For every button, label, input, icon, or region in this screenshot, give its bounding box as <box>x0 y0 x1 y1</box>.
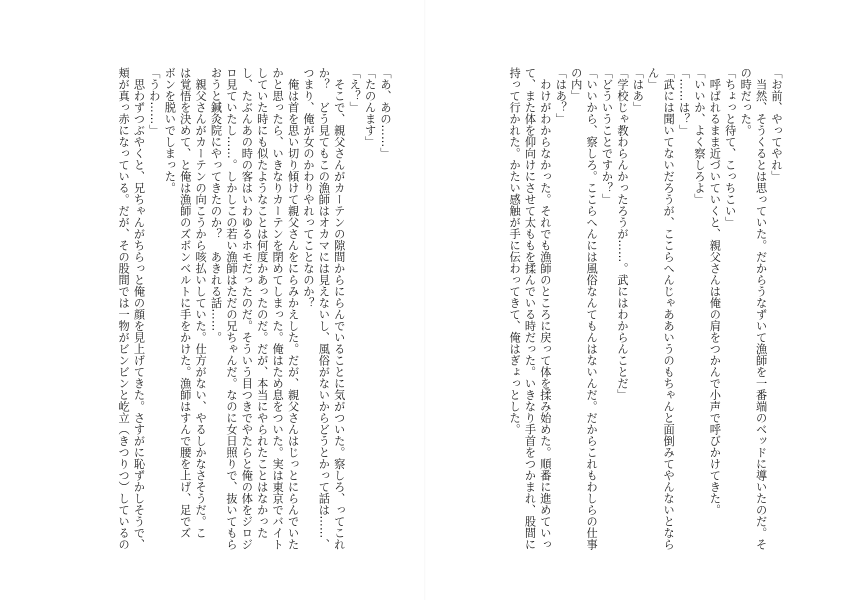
text-line: 「ちょっと待て、こっちこい」 <box>723 67 737 228</box>
text-line: 「武には聞いてないだろうが、ここらへんじゃああいうのもちゃんと面倒みてやんないとなら <box>662 67 676 550</box>
gutter <box>424 0 426 600</box>
text-line: 「……は？」 <box>677 67 691 136</box>
text-line: 「どういうことですか？」 <box>600 67 614 205</box>
text-line: は覚悟を決めて、と俺は漁師のズボンベルトに手をかけた。漁師はすんで腰を上げ、足でズ <box>178 67 192 539</box>
text-line: ボンを脱いでしまった。 <box>163 67 177 194</box>
text-line: 「はあ？」 <box>554 67 568 125</box>
text-line: 「お前、やってやれ」 <box>770 67 783 182</box>
text-line: の時だった。 <box>739 67 753 136</box>
text-line: 「うわ……」 <box>147 67 161 136</box>
text-line: 呼ばれるまま近づいていくと、親父さんは俺の肩をつかんで小声で呼びかけてきた。 <box>708 67 722 516</box>
text-line: わけがわからなかった。それでも漁師のところに戻って体を揉み始めた。順番に進めていっ <box>538 67 552 550</box>
text-line: か？ どう見てもこの漁師はオカマには見えないし、風俗がないからどうとかって話は……、 <box>317 67 331 550</box>
text-line: 当然、そうくるとは思っていた。だからうなずいて漁師を一番端のベッドに導いたのだ。そ <box>754 67 768 550</box>
text-line: 「いいか、よく察しろよ」 <box>692 67 706 205</box>
text-line: し、たぶんあの時の客はいわゆるホモだったのだ。そういう目つきでやたらと俺の体をジロジ <box>240 67 254 550</box>
text-line: そこで、親父さんがカーテンの隙間からにらんでいることに気がついた。察しろ、ってこれ <box>332 67 346 550</box>
text-line: て、また体を仰向けにさせて太ももを揉んでいる時だった。いきなり手首をつかまれ、股間に <box>523 67 537 550</box>
text-line: 「たのんます」 <box>363 67 377 148</box>
text-line: していた時にも似たようなことは何度かあったのだ。だが、本当にやられたことはなかった <box>255 67 269 539</box>
text-line: ん」 <box>646 67 660 90</box>
text-line: 「学校じゃ教わらんかったろうが……。武にはわからんことだ」 <box>615 67 629 401</box>
text-line: 思わずつぶやくと、兄ちゃんがちらっと俺の顔を見上げてきた。さすがに恥ずかしそうで、 <box>132 67 146 550</box>
text-line: 俺は首を思い切り傾けて親父さんをにらみかえした。だが、親父さんはじっとにらんでいた <box>286 67 300 550</box>
text-line: 「いいから、察しろ。ここらへんには風俗なんてもんはないんだ。だからこれもわしらの仕事 <box>585 67 599 550</box>
text-line: ロ見ていたし……。しかしこの若い漁師はただの兄ちゃんだ。なのに女日照りで、抜いてもら <box>224 67 238 550</box>
right-page-text <box>508 67 784 557</box>
text-line: おうと鍼灸院にやってきたのか？ あきれる話……。 <box>209 67 223 343</box>
left-page-text <box>93 67 393 557</box>
text-line: の内」 <box>569 67 583 102</box>
text-line: つまり、俺が女のかわりやれってことなのか？ <box>301 67 315 309</box>
text-line: 「はあ」 <box>631 67 645 113</box>
text-line: 「あ、あの……」 <box>379 67 392 159</box>
text-line: 「え？」 <box>348 67 362 113</box>
text-line: かと思ったら、いきなりカーテンを閉めてしまった。俺はため息をついた。実は東京でバイト <box>271 67 285 550</box>
text-line: 持って行かれた。かたい感触が手に伝わってきて、俺はぎょっとした。 <box>508 67 522 435</box>
text-line: 親父さんがカーテンの向こうから咳払いしていた。仕方がない、やるしかなさそうだ。こ <box>194 67 208 539</box>
text-line: 頬が真っ赤になっている。だが、その股間では一物がビンビンと屹立（きつりつ）しているの <box>117 67 131 550</box>
